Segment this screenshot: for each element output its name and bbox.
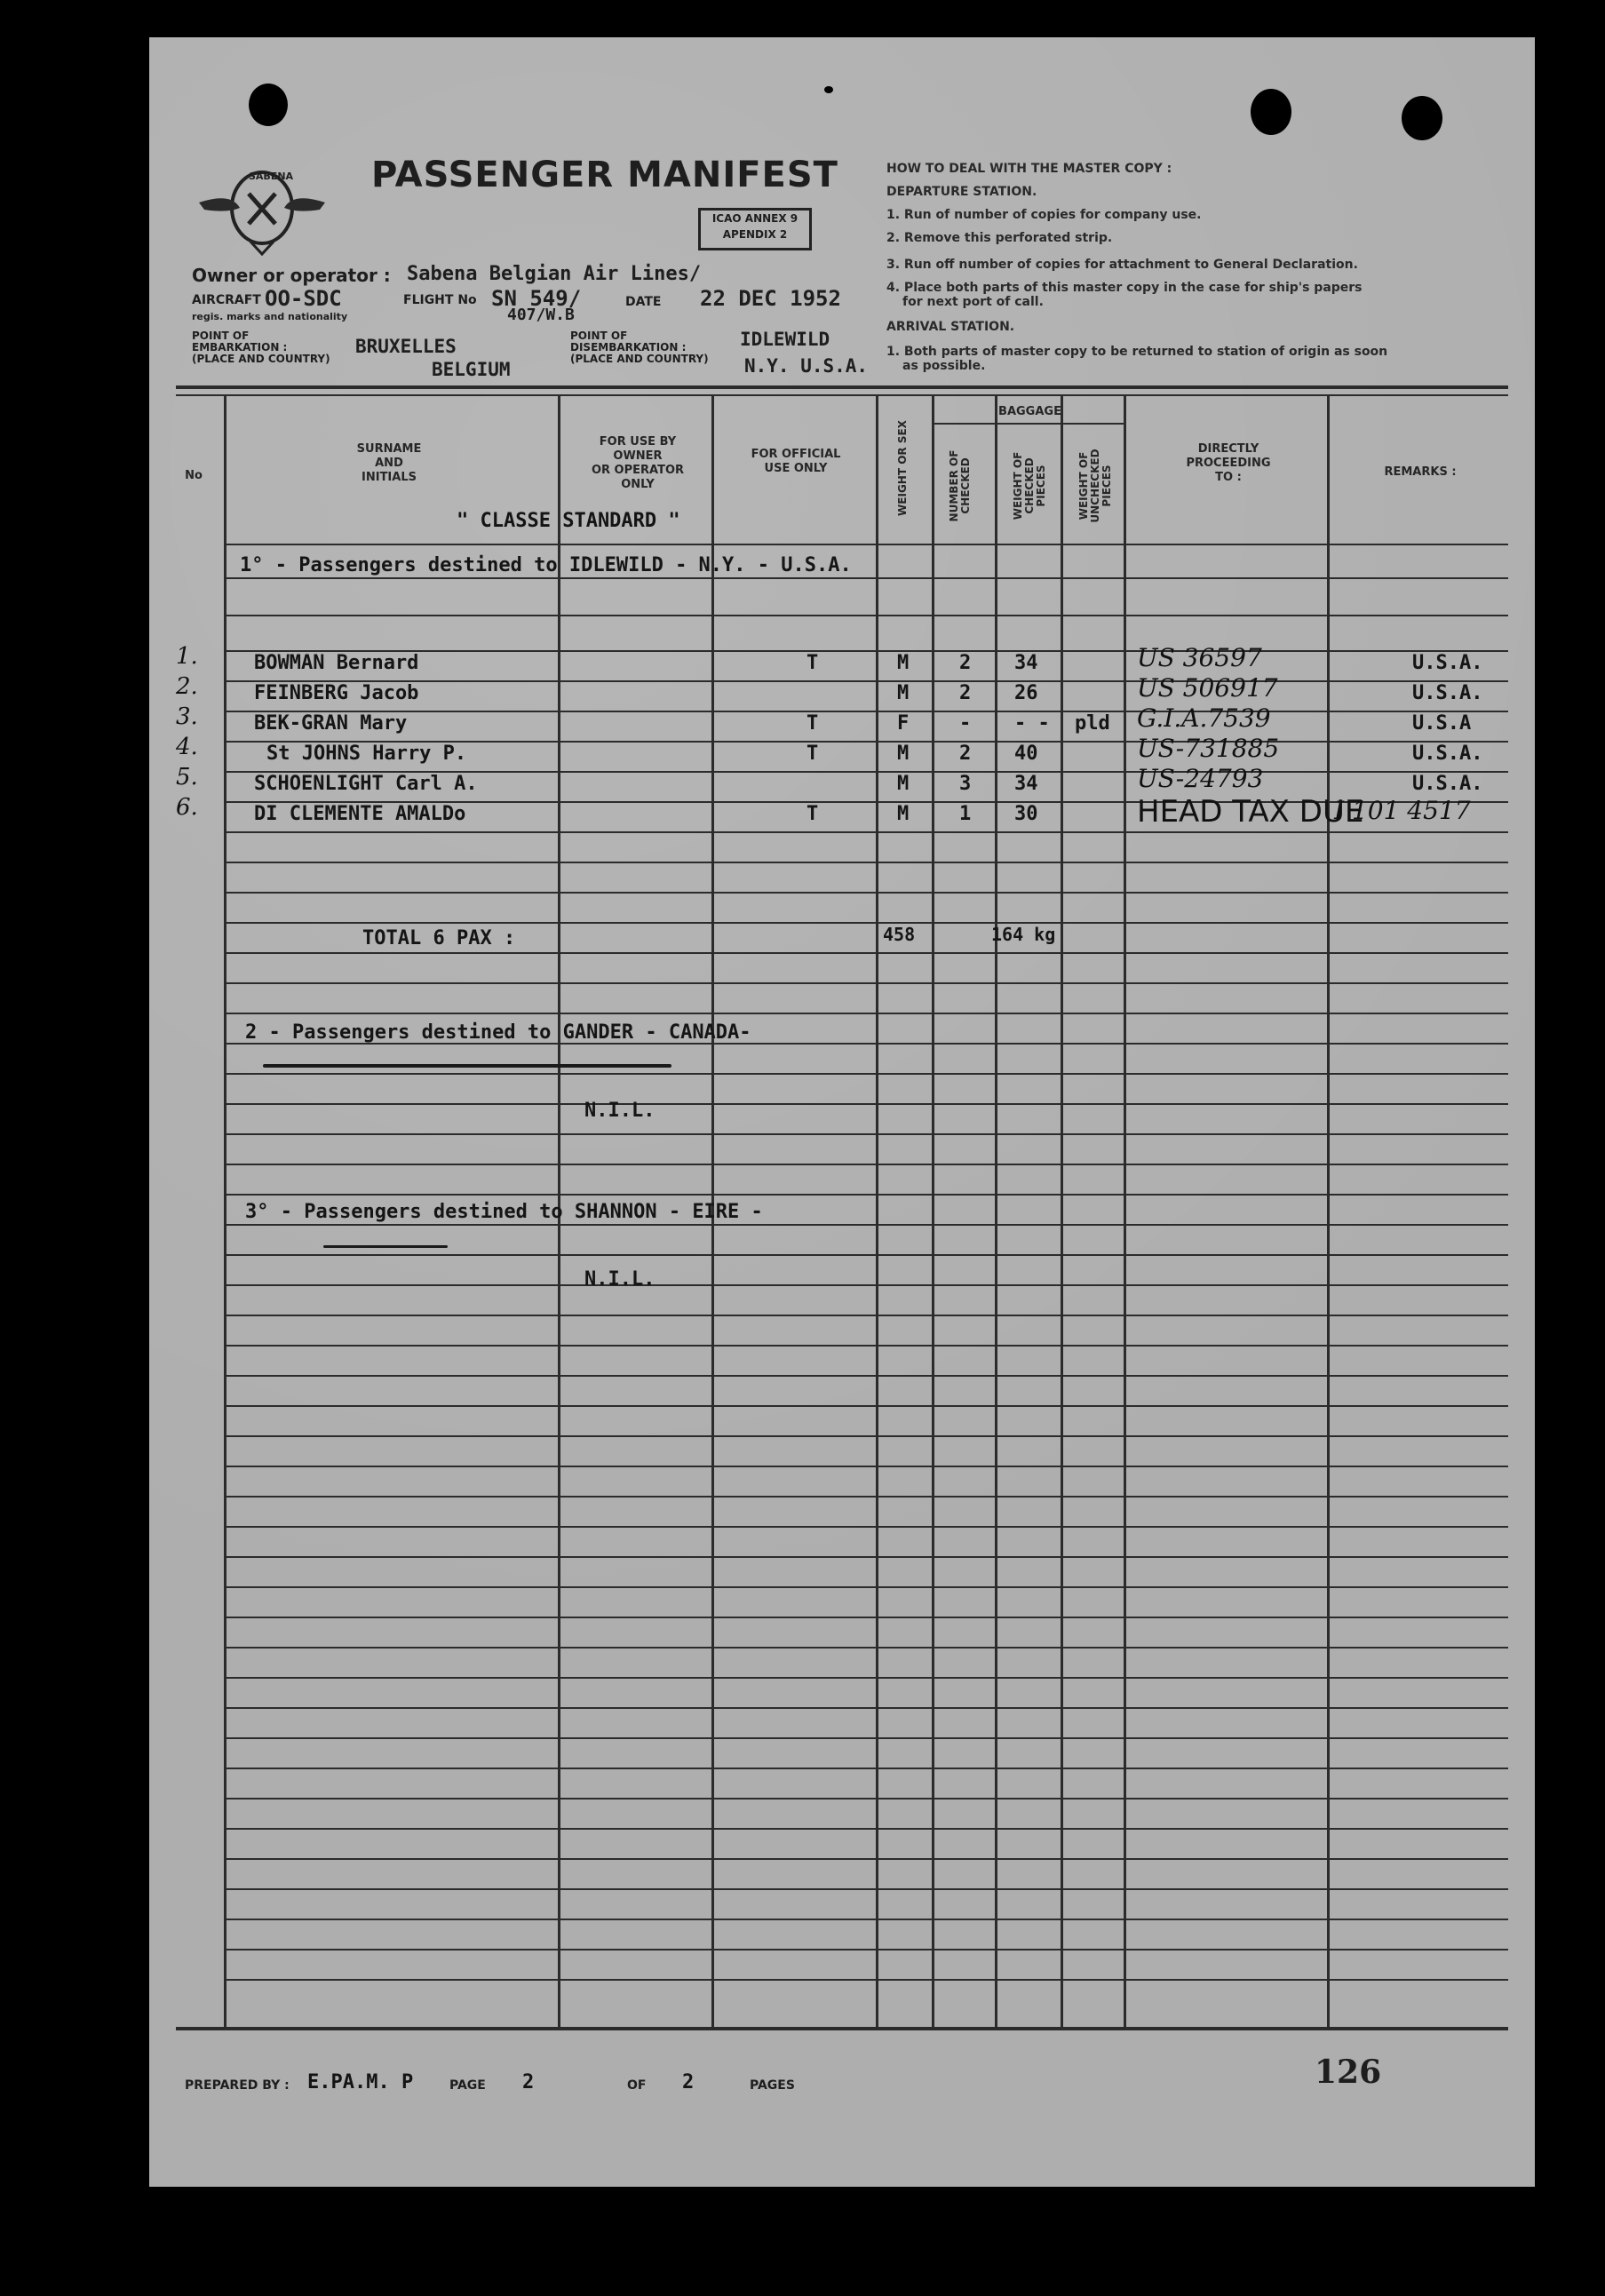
passenger-name: BEK-GRAN Mary (254, 712, 408, 735)
ruled-line (224, 1133, 1508, 1135)
passenger-weight: 40 (1014, 743, 1038, 765)
date-value: 22 DEC 1952 (700, 286, 841, 311)
instructions-item-2: 2. Remove this perforated strip. (886, 231, 1113, 245)
instructions-item-5b: as possible. (902, 359, 986, 373)
column-divider (1061, 396, 1063, 2027)
date-label: DATE (625, 295, 662, 309)
ruled-line (224, 1284, 1508, 1286)
icao-annex: ICAO ANNEX 9 (711, 212, 799, 225)
prepared-label: PREPARED BY : (185, 2078, 290, 2093)
col-directly: DIRECTLY PROCEEDING TO : (1186, 442, 1271, 484)
ruled-line (224, 1647, 1508, 1649)
column-divider (1124, 396, 1126, 2027)
ruled-line (224, 1073, 1508, 1075)
col-number-checked: NUMBER OF CHECKED (948, 449, 972, 522)
owner-label: Owner or operator : (192, 265, 391, 286)
flight-label: FLIGHT No (403, 293, 477, 307)
hand-underline (323, 1245, 448, 1248)
regis-note: regis. marks and nationality (192, 311, 348, 322)
ruled-line (224, 1888, 1508, 1890)
disembark-label: POINT OF DISEMBARKATION : (PLACE AND COUNTRY) (570, 330, 709, 365)
punch-hole (1402, 96, 1442, 140)
ruled-line (224, 1617, 1508, 1618)
ruled-line (224, 1737, 1508, 1739)
ruled-line (224, 1919, 1508, 1920)
passenger-official: T (806, 652, 819, 674)
punch-hole (1251, 89, 1291, 135)
col-surname: SURNAME AND INITIALS (356, 442, 422, 484)
ruled-line (224, 577, 1508, 579)
ruled-line (224, 1345, 1508, 1347)
passenger-sex: M (897, 743, 910, 765)
passenger-weight: 26 (1014, 682, 1038, 704)
instructions-arrival: ARRIVAL STATION. (886, 320, 1015, 334)
ruled-line (224, 892, 1508, 894)
ruled-line (224, 922, 1508, 924)
instructions-item-3: 3. Run off number of copies for attachment to General Declaration. (886, 258, 1358, 272)
passenger-no: 4. (176, 734, 198, 760)
passenger-remarks: U.S.A. (1412, 773, 1483, 795)
instructions-item-4a: 4. Place both parts of this master copy in the case for ship's papers (886, 281, 1363, 295)
rule (176, 385, 1508, 389)
passenger-no: 2. (176, 673, 198, 700)
ruled-line (224, 1707, 1508, 1709)
ruled-line (224, 1556, 1508, 1558)
passenger-remarks: U.S.A (1412, 712, 1472, 735)
of-value: 2 (682, 2071, 695, 2093)
prepared-value: E.PA.M. P (307, 2071, 414, 2093)
footer-rule (176, 2027, 1508, 2030)
passenger-directly: G.I.A.7539 (1137, 703, 1271, 733)
instructions-item-4b: for next port of call. (902, 295, 1044, 309)
instructions-heading: HOW TO DEAL WITH THE MASTER COPY : (886, 162, 1172, 176)
passenger-weight: 34 (1014, 652, 1038, 674)
ruled-line (224, 1949, 1508, 1950)
section-2-nil: N.I.L. (584, 1100, 656, 1122)
punch-hole (249, 83, 288, 126)
passenger-directly: US-24793 (1137, 764, 1264, 793)
passenger-sex: M (897, 652, 910, 674)
ruled-line (224, 1798, 1508, 1799)
ruled-line (224, 544, 1508, 545)
passenger-no: 5. (176, 764, 198, 790)
disembark-country: N.Y. U.S.A. (744, 355, 869, 377)
aircraft-value: OO-SDC (265, 286, 342, 311)
ruled-line (224, 1466, 1508, 1467)
ruled-line (224, 1405, 1508, 1407)
classe-standard: " CLASSE STANDARD " (457, 510, 680, 532)
passenger-pieces: - (959, 712, 972, 735)
embark-city: BRUXELLES (355, 336, 457, 357)
owner-value: Sabena Belgian Air Lines/ (407, 263, 702, 285)
ruled-line (224, 1979, 1508, 1981)
passenger-remarks: U.S.A. (1412, 743, 1483, 765)
col-no: No (185, 469, 203, 482)
column-divider (995, 396, 997, 2027)
passenger-name: DI CLEMENTE AMALDo (254, 803, 466, 825)
passenger-name: St JOHNS Harry P. (266, 743, 467, 765)
passenger-sex: M (897, 773, 910, 795)
embark-country: BELGIUM (432, 359, 511, 380)
passenger-pieces: 2 (959, 652, 972, 674)
column-divider (876, 396, 878, 2027)
passenger-remarks: I 101 4517 (1334, 796, 1471, 825)
ruled-line (224, 1496, 1508, 1498)
ruled-line (224, 1164, 1508, 1165)
passenger-pieces: 2 (959, 682, 972, 704)
section-1-heading: 1° - Passengers destined to IDLEWILD - N.Y. - U.S.A. (240, 554, 852, 576)
column-divider (224, 396, 226, 2027)
passenger-name: SCHOENLIGHT Carl A. (254, 773, 478, 795)
flight-value-2: 407/W.B (507, 306, 575, 324)
col-owner-use: FOR USE BY OWNER OR OPERATOR ONLY (591, 435, 685, 491)
passenger-no: 6. (176, 794, 198, 821)
passenger-official: T (806, 743, 819, 765)
punch-mark (824, 86, 833, 93)
column-divider (1327, 396, 1330, 2027)
hand-underline (263, 1064, 671, 1068)
ruled-line (224, 711, 1508, 712)
icao-box (698, 208, 812, 250)
page-title: PASSENGER MANIFEST (371, 155, 838, 195)
passenger-sex: M (897, 682, 910, 704)
passenger-official: T (806, 712, 819, 735)
instructions-item-5a: 1. Both parts of master copy to be returned to station of origin as soon (886, 345, 1388, 359)
passenger-pieces: 1 (959, 803, 972, 825)
manifest-sheet (149, 37, 1535, 2187)
passenger-pieces: 3 (959, 773, 972, 795)
ruled-line (224, 615, 1508, 616)
disembark-city: IDLEWILD (740, 329, 830, 350)
pages-label: PAGES (750, 2078, 795, 2093)
ruled-line (224, 1224, 1508, 1226)
ruled-line (224, 1254, 1508, 1256)
passenger-directly: US-731885 (1137, 734, 1280, 763)
passenger-directly: US 36597 (1137, 643, 1262, 672)
column-divider (932, 396, 934, 2027)
ruled-line (224, 982, 1508, 984)
instructions-departure: DEPARTURE STATION. (886, 185, 1037, 199)
passenger-unchecked: pld (1075, 712, 1110, 735)
icao-appendix: APENDIX 2 (722, 228, 788, 241)
logo-text: SABENA (249, 171, 294, 182)
of-label: OF (627, 2078, 647, 2093)
ruled-line (224, 1858, 1508, 1860)
ruled-line (224, 1375, 1508, 1377)
ruled-line (224, 1435, 1508, 1437)
passenger-no: 3. (176, 703, 198, 730)
aircraft-label: AIRCRAFT : (192, 293, 271, 307)
ruled-line (224, 1526, 1508, 1528)
ruled-line (224, 1768, 1508, 1769)
col-weight-sex: WEIGHT OR SEX (896, 420, 909, 516)
total-baggage: 164 kg (991, 924, 1056, 945)
ruled-line (224, 952, 1508, 954)
col-weight-checked: WEIGHT OF CHECKED PIECES (1012, 451, 1047, 520)
section-3-nil: N.I.L. (584, 1268, 656, 1291)
sheet-number: 126 (1315, 2054, 1382, 2091)
page-value: 2 (522, 2071, 535, 2093)
passenger-weight: 30 (1014, 803, 1038, 825)
ruled-line (224, 1315, 1508, 1316)
baggage-rule (932, 423, 1126, 425)
passenger-directly: US 506917 (1137, 673, 1278, 703)
total-weight: 458 (883, 924, 916, 945)
col-weight-unchecked: WEIGHT OF UNCHECKED PIECES (1077, 449, 1113, 523)
passenger-remarks: U.S.A. (1412, 652, 1483, 674)
col-official-use: FOR OFFICIAL USE ONLY (751, 448, 841, 475)
flight-value: SN 549/ (491, 286, 582, 311)
passenger-weight: - - (1014, 712, 1050, 735)
passenger-name: FEINBERG Jacob (254, 682, 419, 704)
embark-label: POINT OF EMBARKATION : (PLACE AND COUNTRY) (192, 330, 330, 365)
ruled-line (224, 1586, 1508, 1588)
passenger-official: T (806, 803, 819, 825)
passenger-pieces: 2 (959, 743, 972, 765)
ruled-line (224, 831, 1508, 833)
page-label: PAGE (449, 2078, 486, 2093)
passenger-sex: F (897, 712, 910, 735)
passenger-weight: 34 (1014, 773, 1038, 795)
instructions-item-1: 1. Run of number of copies for company use. (886, 208, 1202, 222)
ruled-line (224, 862, 1508, 863)
ruled-line (224, 1828, 1508, 1830)
total-label: TOTAL 6 PAX : (362, 927, 516, 949)
passenger-no: 1. (176, 643, 198, 670)
ruled-line (224, 1194, 1508, 1196)
passenger-name: BOWMAN Bernard (254, 652, 419, 674)
col-remarks: REMARKS : (1384, 465, 1457, 479)
section-3-heading: 3° - Passengers destined to SHANNON - EIRE - (245, 1201, 763, 1223)
section-2-heading: 2 - Passengers destined to GANDER - CANADA- (245, 1021, 751, 1044)
rule (176, 394, 1508, 396)
col-baggage: BAGGAGE (998, 405, 1061, 418)
passenger-remarks: U.S.A. (1412, 682, 1483, 704)
passenger-sex: M (897, 803, 910, 825)
ruled-line (224, 1103, 1508, 1105)
passenger-directly: HEAD TAX DUE (1137, 794, 1364, 830)
ruled-line (224, 1677, 1508, 1679)
ruled-line (224, 1013, 1508, 1014)
